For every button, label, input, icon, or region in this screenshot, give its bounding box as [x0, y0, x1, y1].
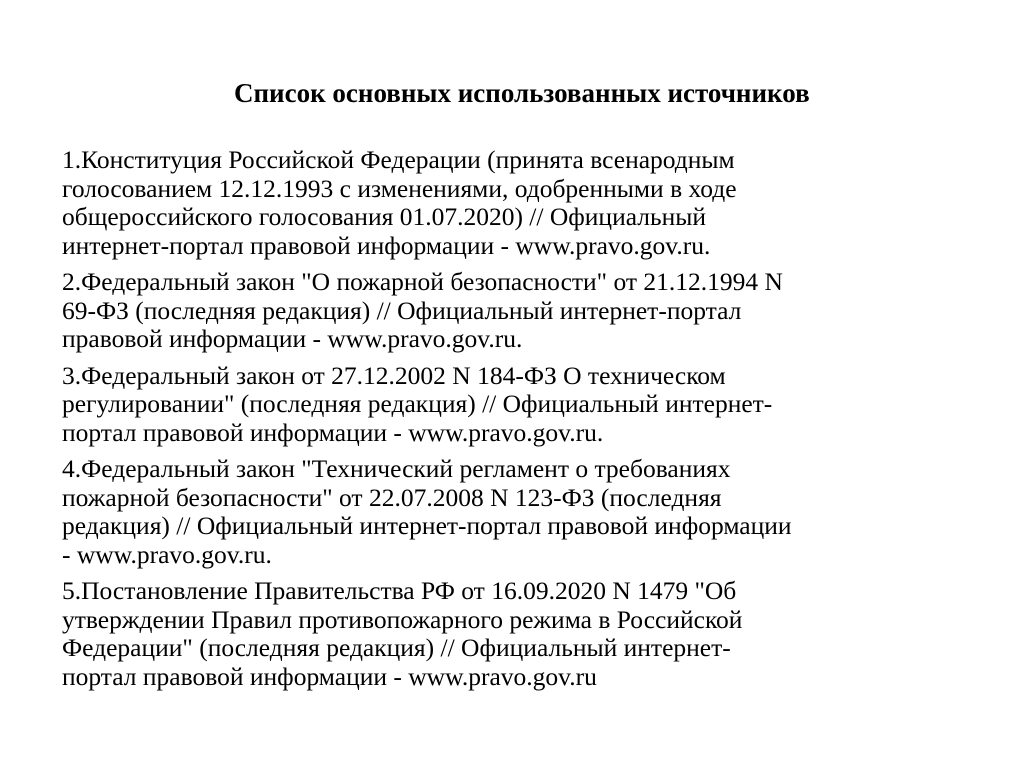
source-item-5 [62, 577, 982, 691]
source-line: голосованием 12.12.1993 с изменениями, одобренными в ходе [62, 173, 737, 203]
source-line: пожарной безопасности" от 22.07.2008 N 123-ФЗ (последняя [62, 482, 722, 512]
source-line: 5.Постановление Правительства РФ от 16.09.2020 N 1479 "Об [62, 576, 737, 605]
sources-list [62, 146, 982, 699]
source-line: - www.pravo.gov.ru. [62, 539, 272, 569]
source-line: интернет-портал правовой информации - www.pravo.gov.ru. [62, 230, 711, 260]
source-line: 4.Федеральный закон "Технический регламент о требованиях [62, 454, 731, 483]
source-item-2 [62, 268, 982, 354]
source-line: 69-ФЗ (последняя редакция) // Официальный интернет-портал [62, 295, 742, 325]
source-line: Федерации" (последняя редакция) // Официальный интернет- [62, 633, 731, 662]
source-line: правовой информации - www.pravo.gov.ru. [62, 324, 523, 353]
source-line: портал правовой информации - www.pravo.gov.ru [62, 661, 597, 691]
source-line: регулировании" (последняя редакция) // Официальный интернет- [62, 389, 773, 418]
source-line: утверждении Правил противопожарного режима в Российской [62, 604, 743, 634]
source-item-4 [62, 455, 982, 569]
source-line: 2.Федеральный закон "О пожарной безопасности" от 21.12.1994 N [62, 267, 783, 296]
page-title: Список основных использованных источников [234, 78, 810, 108]
source-line: редакция) // Официальный интернет-портал правовой информации [62, 511, 792, 540]
source-item-3 [62, 362, 982, 448]
source-line: портал правовой информации - www.pravo.gov.ru. [62, 417, 604, 447]
source-line: общероссийского голосования 01.07.2020) // Официальный [62, 202, 707, 231]
source-line: 1.Конституция Российской Федерации (принята всенародным [62, 145, 735, 174]
source-item-1 [62, 146, 982, 260]
source-line: 3.Федеральный закон от 27.12.2002 N 184-ФЗ О техническом [62, 360, 726, 390]
